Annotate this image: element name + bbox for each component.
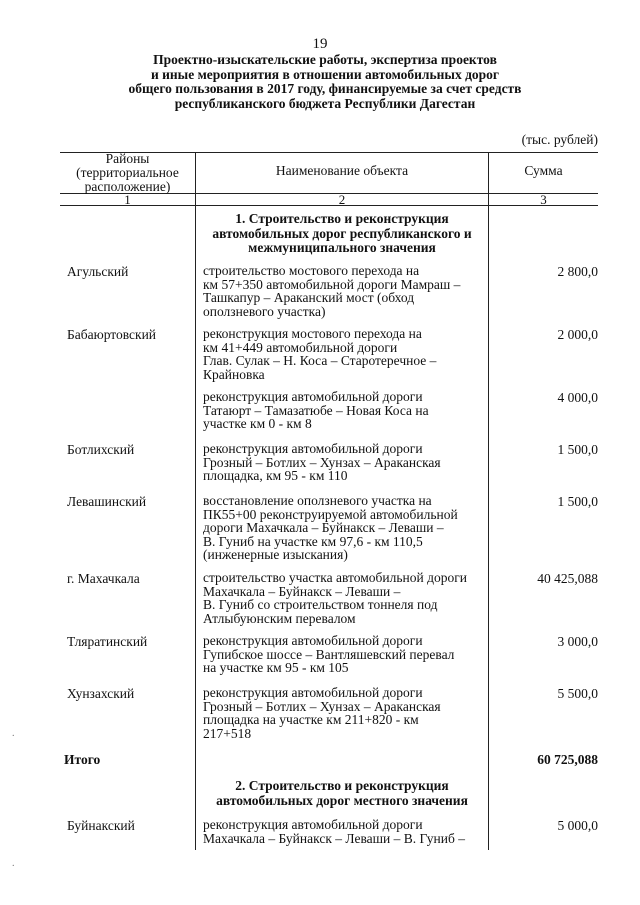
object-line: реконструкция мостового перехода на — [203, 326, 422, 341]
object-line: строительство мостового перехода на — [203, 263, 420, 278]
object-line: участке км 0 - км 8 — [203, 416, 312, 431]
object-line: площадка, км 95 - км 110 — [203, 468, 348, 483]
row-object — [203, 686, 486, 740]
section-title-line: 2. Строительство и реконструкция — [235, 778, 449, 793]
object-line: 217+518 — [203, 725, 252, 741]
row-district: Буйнакский — [67, 818, 135, 833]
row-object — [203, 818, 486, 845]
row-sum: 1 500,0 — [557, 494, 598, 509]
page-title — [80, 53, 570, 111]
object-line: реконструкция автомобильной дороги — [203, 389, 423, 404]
row-sum: 2 000,0 — [557, 327, 598, 342]
row-sum: 4 000,0 — [557, 390, 598, 405]
object-line: дороги Махачкала – Буйнакск – Леваши – — [203, 520, 444, 535]
object-line: (инженерные изыскания) — [203, 547, 348, 562]
section-title-line: 1. Строительство и реконструкция — [235, 211, 449, 226]
row-district: Левашинский — [67, 494, 147, 509]
section-title-line: межмуниципального значения — [248, 240, 436, 255]
object-line: ПК55+00 реконструируемой автомобильной — [203, 506, 458, 522]
object-line: Атлыбуюнским перевалом — [203, 610, 356, 626]
row-district: Бабаюртовский — [67, 327, 157, 342]
row-object — [203, 571, 486, 625]
row-sum: 5 000,0 — [557, 818, 598, 833]
row-sum: 40 425,088 — [537, 571, 598, 586]
object-line: Махачкала – Буйнакск – Леваши – — [203, 583, 401, 599]
scan-speck: . — [12, 858, 15, 869]
row-sum: 3 000,0 — [557, 634, 598, 649]
title-line: Проектно-изыскательские работы, экспертиза проектов — [153, 52, 497, 67]
row-object — [203, 327, 486, 381]
column-divider-1 — [195, 205, 196, 850]
object-line: км 57+350 автомобильной дороги Мамраш – — [203, 276, 461, 292]
row-object — [203, 634, 486, 675]
header-object-name: Наименование объекта — [275, 163, 409, 178]
object-line: Татаюрт – Тамазатюбе – Новая Коса на — [203, 402, 429, 418]
row-district: Ботлихский — [67, 442, 135, 457]
row-district: г. Махачкала — [67, 571, 140, 586]
object-line: Глав. Сулак – Н. Коса – Старотеречное – — [203, 353, 437, 368]
object-line: реконструкция автомобильной дороги — [203, 441, 423, 456]
object-line: реконструкция автомобильной дороги — [203, 817, 423, 832]
row-district: Хунзахский — [67, 686, 135, 701]
object-line: В. Гуниб со строительством тоннеля под — [203, 597, 438, 612]
header-districts-line: Районы — [105, 151, 150, 166]
row-sum: 1 500,0 — [557, 442, 598, 457]
row-sum: 5 500,0 — [557, 686, 598, 701]
section-2-title — [196, 779, 488, 808]
object-line: оползневого участка) — [203, 303, 326, 319]
page-number: 19 — [312, 36, 328, 52]
section-1-title — [196, 212, 488, 256]
object-line: реконструкция автомобильной дороги — [203, 685, 423, 700]
object-line: Ташкапур – Араканский мост (обход — [203, 290, 415, 305]
object-line: реконструкция автомобильной дороги — [203, 633, 423, 648]
object-line: км 41+449 автомобильной дороги — [203, 339, 398, 355]
units-label: (тыс. рублей) — [521, 132, 598, 147]
row-object — [203, 390, 486, 431]
object-line: Крайновка — [203, 366, 265, 382]
object-line: на участке км 95 - км 105 — [203, 660, 349, 675]
object-line: Грозный – Ботлих – Хунзах – Араканская — [203, 454, 441, 470]
column-number-1: 1 — [124, 192, 131, 207]
section-title-line: автомобильных дорог местного значения — [216, 792, 468, 808]
row-object — [203, 494, 486, 562]
header-sum: Сумма — [524, 163, 563, 178]
object-line: В. Гуниб на участке км 97,6 - км 110,5 — [203, 533, 423, 549]
row-district: Тляратинский — [67, 634, 148, 649]
scan-speck: . — [12, 728, 15, 739]
title-line: и иные мероприятия в отношении автомобильных дорог — [150, 66, 500, 82]
title-line: общего пользования в 2017 году, финансируемые за счет средств — [128, 81, 522, 96]
column-divider-2 — [488, 205, 489, 850]
total-label: Итого — [64, 752, 101, 767]
row-object — [203, 442, 486, 483]
object-line: Махачкала – Буйнакск – Леваши – В. Гуниб – — [203, 830, 465, 846]
title-line: республиканского бюджета Республики Дагестан — [174, 95, 476, 111]
object-line: Гупибское шоссе – Вантляшевский перевал — [203, 646, 455, 662]
header-districts-line: расположение) — [84, 179, 171, 194]
object-line: восстановление оползневого участка на — [203, 493, 432, 508]
object-line: строительство участка автомобильной дороги — [203, 570, 467, 585]
object-line: площадка на участке км 211+820 - км — [203, 712, 419, 727]
row-district: Агульский — [67, 264, 129, 279]
header-districts — [60, 152, 195, 194]
column-number-2: 2 — [338, 192, 346, 207]
row-sum: 2 800,0 — [557, 264, 598, 279]
object-line: Грозный – Ботлих – Хунзах – Араканская — [203, 698, 441, 714]
header-districts-line: (территориальное — [76, 165, 179, 180]
total-sum: 60 725,088 — [537, 752, 598, 767]
row-object — [203, 264, 486, 318]
section-title-line: автомобильных дорог республиканского и — [212, 225, 472, 241]
column-number-3: 3 — [540, 192, 547, 207]
